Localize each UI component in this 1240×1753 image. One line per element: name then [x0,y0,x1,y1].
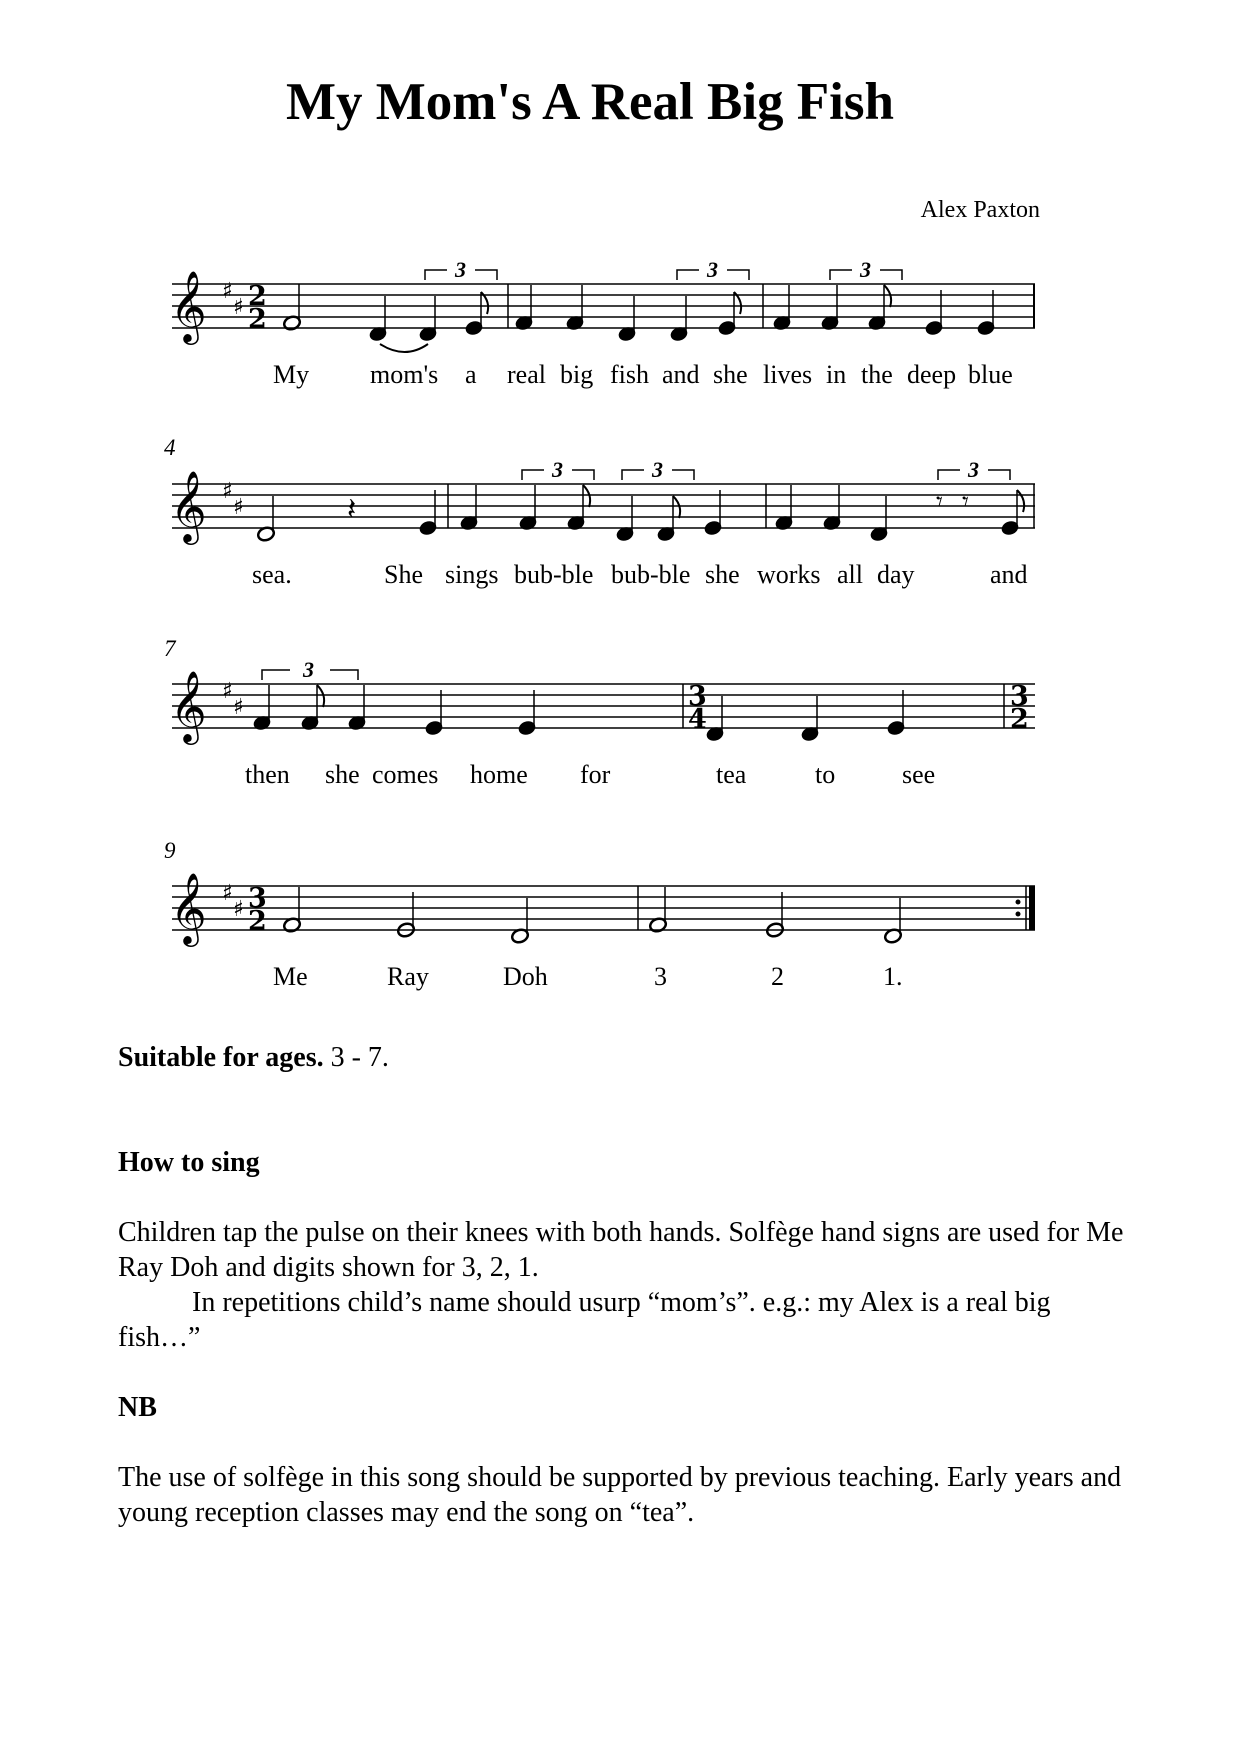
sharp-c-icon: ♯ [233,495,244,520]
final-barline [1029,886,1035,930]
lyric: see [902,760,936,789]
eighth-rest-icon: 𝄾 [936,487,943,517]
how-paragraph-2: In repetitions child’s name should usurp “mom’s”. e.g.: my Alex is a real big fish…” [118,1287,1051,1353]
repeat-dot [1016,900,1021,905]
tuplet-label: 3 [455,257,466,282]
lyric: bub-ble [514,560,594,589]
sharp-f-icon: ♯ [222,479,233,504]
lyric: she [713,360,748,389]
sharp-f-icon: ♯ [222,279,233,304]
ages-label: Suitable for ages. [118,1042,324,1073]
lyric: in [826,360,847,389]
staff-system-3 [164,636,1035,789]
lyric: deep [907,360,957,389]
time-sig-bottom: 4 [688,704,707,735]
lyric: home [470,760,528,789]
tuplet-label: 3 [552,457,563,482]
lyric: Doh [503,962,548,991]
lyric: then [245,760,290,789]
quarter-rest-icon: 𝄽 [347,492,357,527]
eighth-rest-icon: 𝄾 [962,487,969,517]
lyric: blue [968,360,1013,389]
lyric: 2 [771,962,784,991]
measure-number: 7 [164,636,176,661]
lyric: she [325,760,360,789]
instructions [118,1040,1138,1530]
treble-clef-icon: 𝄞 [170,269,207,342]
lyric: she [705,560,740,589]
lyric: works [757,560,821,589]
lyric: fish [610,360,649,389]
time-sig-top: 3 [688,681,707,712]
measure-number: 4 [164,435,176,460]
nb-paragraph: The use of solfège in this song should be supported by previous teaching. Early years and young reception classes may end the song on “tea”. [118,1462,1122,1528]
lyric: tea [716,760,747,789]
lyric: big [560,360,594,389]
time-sig-bottom: 2 [248,906,267,937]
lyric: and [990,560,1028,589]
lyric: real [507,360,546,389]
staff-system-4 [164,838,1035,991]
lyric: to [815,760,836,789]
lyric: bub-ble [611,560,691,589]
lyric: sea. [252,560,292,589]
lyric: day [877,560,915,589]
lyric: for [580,760,611,789]
time-sig-top: 3 [248,883,267,914]
ages-line [118,1040,1138,1075]
measure-number: 9 [164,838,176,863]
composer-name: Alex Paxton [920,197,1040,223]
lyric: lives [763,360,813,389]
treble-clef-icon: 𝄞 [170,669,207,742]
time-sig-bottom: 2 [1010,704,1029,735]
lyric: My [273,360,310,389]
tuplet-label: 3 [860,257,871,282]
lyric: sings [445,560,499,589]
treble-clef-icon: 𝄞 [170,871,207,944]
sharp-c-icon: ♯ [233,897,244,922]
time-sig-top: 2 [248,281,267,312]
tuplet-label: 3 [652,457,663,482]
staff-system-1 [170,257,1035,389]
time-sig-top: 3 [1010,681,1029,712]
lyric: 1. [883,962,903,991]
lyric: the [861,360,893,389]
lyric: She [384,560,423,589]
sharp-c-icon: ♯ [233,695,244,720]
ages-value: 3 - 7. [323,1042,389,1073]
lyric: comes [372,760,439,789]
lyric: 3 [654,962,667,991]
lyric: all [837,560,863,589]
lyric: mom's [370,360,439,389]
lyric: a [465,360,477,389]
tuplet-label: 3 [303,657,314,682]
sharp-f-icon: ♯ [222,881,233,906]
how-paragraph-1: Children tap the pulse on their knees with both hands. Solfège hand signs are used for Me Ray Doh and digits shown for 3, 2, 1. [118,1217,1124,1283]
how-to-sing-heading: How to sing [118,1147,260,1178]
song-title: My Mom's A Real Big Fish [285,73,895,131]
repeat-dot [1016,912,1021,917]
sharp-f-icon: ♯ [222,679,233,704]
tuplet-label: 3 [968,457,979,482]
lyric: and [662,360,700,389]
treble-clef-icon: 𝄞 [170,469,207,542]
sharp-c-icon: ♯ [233,295,244,320]
tuplet-label: 3 [707,257,718,282]
time-sig-bottom: 2 [248,304,267,335]
nb-heading: NB [118,1392,157,1423]
lyric: Ray [387,962,429,991]
staff-system-2 [164,435,1035,589]
lyric: Me [273,962,308,991]
